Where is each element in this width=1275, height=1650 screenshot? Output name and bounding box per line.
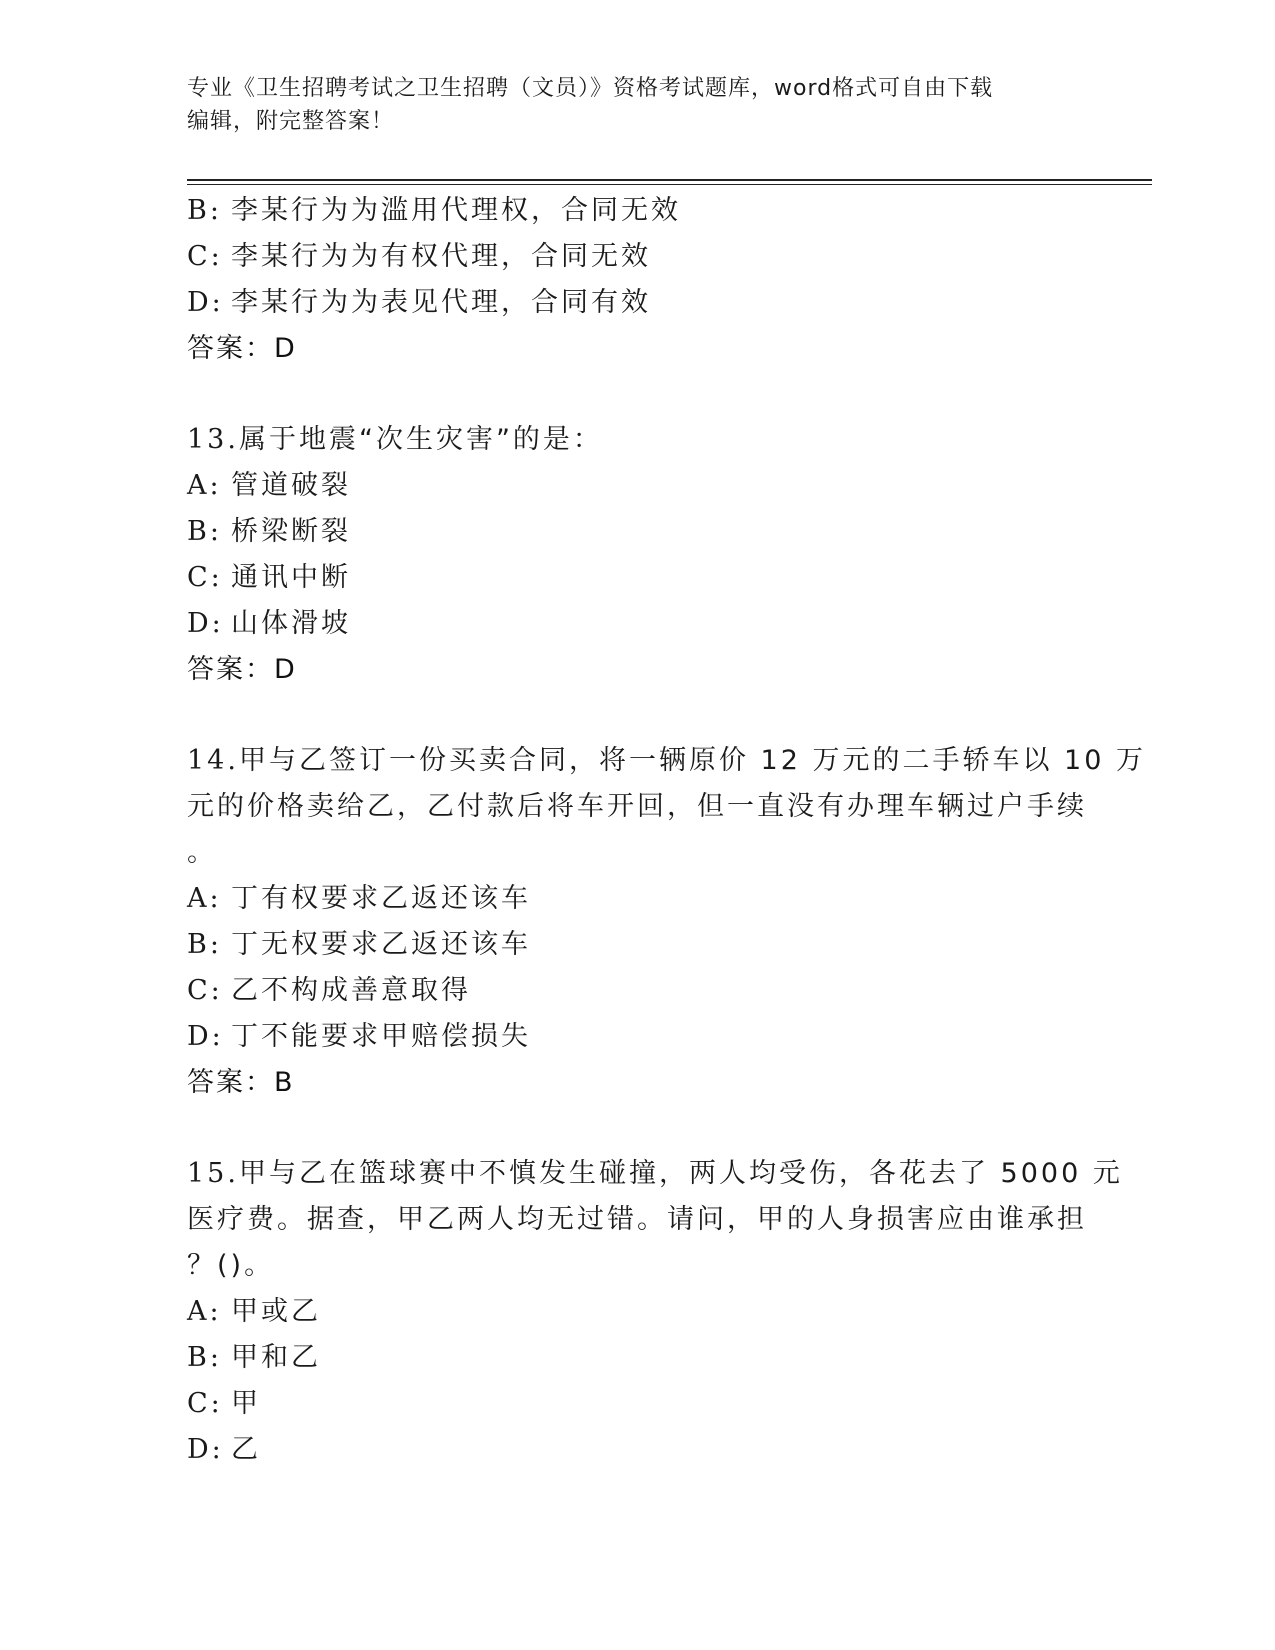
option-b [187, 1335, 1087, 1381]
answer-line: 答案：B [187, 1067, 295, 1098]
option-d [187, 280, 1087, 326]
header-line-2: 编辑，附完整答案！ [187, 109, 395, 134]
option-key: D: [187, 1434, 224, 1465]
question-12-block [187, 188, 1087, 372]
option-text: 桥梁断裂 [231, 516, 351, 547]
question-stem-line-1 [187, 738, 1146, 784]
option-text: 甲和乙 [231, 1342, 321, 1373]
option-a [187, 876, 1087, 922]
question-stem-line-1 [187, 1151, 1123, 1197]
option-key: B: [187, 195, 222, 226]
header-rule-thin [187, 184, 1152, 185]
question-stem-line-2: 医疗费。据查，甲乙两人均无过错。请问，甲的人身损害应由谁承担 [187, 1204, 1087, 1235]
spacer [187, 693, 1087, 738]
option-text: 山体滑坡 [231, 608, 351, 639]
question-number: 14. [187, 745, 239, 776]
option-d [187, 601, 1087, 647]
option-text: 通讯中断 [231, 562, 351, 593]
option-key: A: [187, 1296, 222, 1327]
option-text: 丁不能要求甲赔偿损失 [231, 1021, 531, 1052]
option-key: D: [187, 1021, 224, 1052]
option-text: 甲 [231, 1388, 261, 1419]
option-text: 甲或乙 [231, 1296, 321, 1327]
option-key: C: [187, 975, 223, 1006]
option-text: 李某行为为滥用代理权，合同无效 [231, 195, 681, 226]
option-c [187, 1381, 1087, 1427]
option-a [187, 1289, 1087, 1335]
question-15-block [187, 1151, 1123, 1473]
option-key: C: [187, 562, 223, 593]
answer-line: 答案：D [187, 333, 297, 364]
question-stem-line-3: ？()。 [187, 1250, 275, 1281]
option-b [187, 922, 1087, 968]
option-b [187, 188, 1087, 234]
document-header [187, 72, 1087, 138]
option-key: B: [187, 516, 222, 547]
header-rule-thick [187, 179, 1152, 181]
question-14-block [187, 738, 1146, 1106]
question-stem [187, 417, 1087, 463]
option-text: 乙 [231, 1434, 261, 1465]
option-key: C: [187, 241, 223, 272]
spacer [187, 372, 1087, 417]
option-c [187, 968, 1087, 1014]
option-c [187, 555, 1087, 601]
question-number: 13. [187, 424, 239, 455]
option-text: 丁无权要求乙返还该车 [231, 929, 531, 960]
option-a [187, 463, 1087, 509]
question-stem-line-2: 元的价格卖给乙，乙付款后将车开回，但一直没有办理车辆过户手续 [187, 791, 1087, 822]
question-number: 15. [187, 1158, 239, 1189]
option-text: 李某行为为表见代理，合同有效 [231, 287, 651, 318]
answer-line: 答案：D [187, 654, 297, 685]
option-key: D: [187, 287, 224, 318]
question-content [187, 188, 1146, 1473]
spacer [187, 1106, 1087, 1151]
option-d [187, 1427, 1087, 1473]
option-text: 李某行为为有权代理，合同无效 [231, 241, 651, 272]
question-stem-line-3: 。 [187, 837, 217, 868]
option-text: 乙不构成善意取得 [231, 975, 471, 1006]
option-text: 丁有权要求乙返还该车 [231, 883, 531, 914]
option-key: B: [187, 1342, 222, 1373]
option-key: B: [187, 929, 222, 960]
option-key: D: [187, 608, 224, 639]
option-b [187, 509, 1087, 555]
header-line-1: 专业《卫生招聘考试之卫生招聘（文员）》资格考试题库，word格式可自由下载 [187, 76, 994, 101]
option-c [187, 234, 1087, 280]
option-key: C: [187, 1388, 223, 1419]
question-13-block [187, 417, 1087, 693]
option-key: A: [187, 470, 222, 501]
option-key: A: [187, 883, 222, 914]
question-text: 甲与乙签订一份买卖合同，将一辆原价 12 万元的二手轿车以 10 万 [238, 745, 1146, 776]
question-text: 属于地震“次生灾害”的是： [238, 424, 603, 455]
question-text: 甲与乙在篮球赛中不慎发生碰撞，两人均受伤，各花去了 5000 元 [238, 1158, 1123, 1189]
option-text: 管道破裂 [231, 470, 351, 501]
option-d [187, 1014, 1087, 1060]
